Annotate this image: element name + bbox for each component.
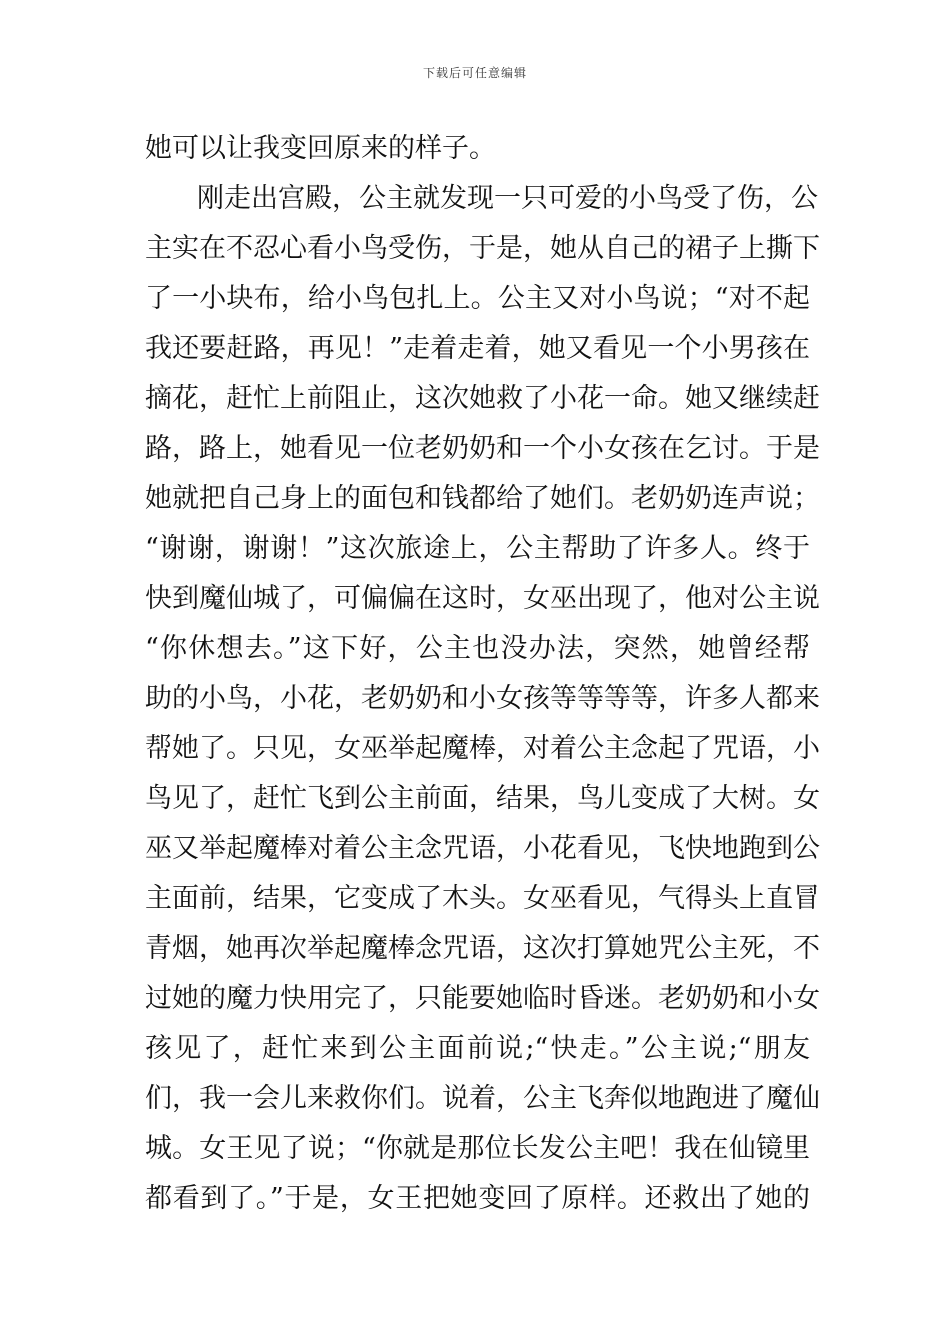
text-line: 城。女王见了说；“你就是那位长发公主吧！我在仙镜里 bbox=[145, 1133, 810, 1164]
text-line: 摘花，赶忙上前阻止，这次她救了小花一命。她又继续赶 bbox=[145, 383, 820, 414]
text-line: “谢谢，谢谢！”这次旅途上，公主帮助了许多人。终于 bbox=[145, 533, 810, 564]
text-line: 们，我一会儿来救你们。说着，公主飞奔似地跑进了魔仙 bbox=[145, 1083, 820, 1114]
text-line: 她可以让我变回原来的样子。 bbox=[145, 133, 496, 164]
text-line: 都看到了。”于是，女王把她变回了原样。还救出了她的 bbox=[145, 1183, 810, 1214]
text-line: 巫又举起魔棒对着公主念咒语，小花看见，飞快地跑到公 bbox=[145, 833, 820, 864]
text-line: 帮她了。只见，女巫举起魔棒，对着公主念起了咒语，小 bbox=[145, 733, 820, 764]
page-header: 下载后可任意编辑 bbox=[422, 66, 527, 80]
text-line: 我还要赶路，再见！”走着走着，她又看见一个小男孩在 bbox=[145, 333, 810, 364]
text-line: “你休想去。”这下好，公主也没办法，突然，她曾经帮 bbox=[145, 633, 810, 664]
text-line: 快到魔仙城了，可偏偏在这时，女巫出现了，他对公主说 bbox=[145, 583, 820, 614]
text-line: 助的小鸟，小花，老奶奶和小女孩等等等等，许多人都来 bbox=[145, 683, 820, 714]
text-line: 青烟，她再次举起魔棒念咒语，这次打算她咒公主死，不 bbox=[145, 933, 820, 964]
text-line: 了一小块布，给小鸟包扎上。公主又对小鸟说；“对不起 bbox=[145, 283, 810, 314]
text-line: 鸟见了，赶忙飞到公主前面，结果，鸟儿变成了大树。女 bbox=[145, 783, 820, 814]
text-line: 她就把自己身上的面包和钱都给了她们。老奶奶连声说； bbox=[145, 483, 820, 514]
text-line: 刚走出宫殿，公主就发现一只可爱的小鸟受了伤，公 bbox=[197, 183, 818, 214]
text-line: 主实在不忍心看小鸟受伤，于是，她从自己的裙子上撕下 bbox=[145, 233, 820, 264]
text-line: 过她的魔力快用完了，只能要她临时昏迷。老奶奶和小女 bbox=[145, 983, 820, 1014]
text-line: 路，路上，她看见一位老奶奶和一个小女孩在乞讨。于是 bbox=[145, 433, 820, 464]
text-line: 孩见了，赶忙来到公主面前说;“快走。”公主说;“朋友 bbox=[145, 1033, 810, 1064]
text-line: 主面前，结果，它变成了木头。女巫看见，气得头上直冒 bbox=[145, 883, 820, 914]
